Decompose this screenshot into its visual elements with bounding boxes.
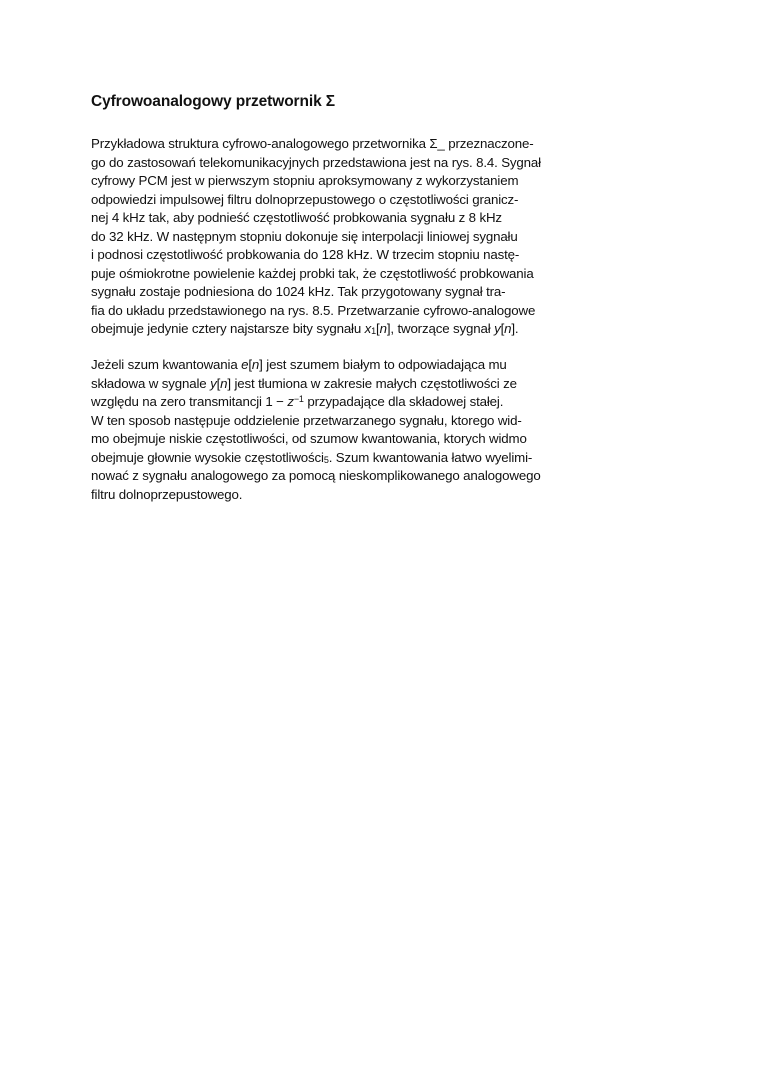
math-var-n: n (379, 321, 387, 336)
text-line (91, 449, 591, 468)
text-fragment: ] jest szumem białym to odpowiadająca mu (259, 357, 507, 372)
text-line: filtru dolnoprzepustowego. (91, 486, 243, 502)
text-fragment: obejmuje głownie wysokie częstotliwości (91, 449, 324, 465)
bracket: [ (376, 321, 380, 336)
text-line (91, 375, 591, 394)
text-line: cyfrowy PCM jest w pierwszym stopniu aproksymowany z wykorzystaniem (91, 173, 519, 188)
text-line: sygnału zostaje podniesiona do 1024 kHz. Tak przygotowany sygnał tra- (91, 284, 506, 299)
text-line: nej 4 kHz tak, aby podnieść częstotliwość probkowania sygnału z 8 kHz (91, 210, 502, 225)
bracket: [ (500, 321, 505, 336)
text-line: i podnosi częstotliwość probkowania do 128 kHz. W trzecim stopniu nastę- (91, 247, 520, 262)
text-fragment: względu na zero transmitancji 1 − (91, 394, 288, 409)
math-var-y: y (494, 321, 501, 336)
math-superscript: −1 (293, 394, 304, 404)
math-var-e: e (241, 357, 249, 372)
math-var-z: z (287, 394, 294, 409)
bracket: [ (216, 375, 221, 391)
text-line-last (91, 320, 591, 339)
paragraph-2 (91, 356, 591, 504)
text-line: fia do układu przedstawionego na rys. 8.5. Przetwarzanie cyfrowo-analogowe (91, 302, 536, 318)
math-var-n: n (220, 375, 228, 391)
text-fragment: obejmuje jedynie cztery najstarsze bity sygnału (91, 321, 365, 336)
text-line: nować z sygnału analogowego za pomocą nieskomplikowanego analogowego (91, 468, 541, 483)
text-line: Przykładowa struktura cyfrowo-analogowego przetwornika Σ_ przeznaczone- (91, 136, 534, 151)
math-var-n: n (504, 321, 512, 336)
math-var-x: x (364, 321, 372, 336)
text-fragment: Jeżeli szum kwantowania (91, 357, 242, 372)
math-var-y: y (210, 375, 217, 391)
text-line: puje ośmiokrotne powielenie każdej probki tak, że częstotliwość probkowania (91, 265, 534, 281)
text-line: mo obejmuje niskie częstotliwości, od szumow kwantowania, ktorych widmo (91, 431, 527, 446)
text-line (91, 393, 591, 412)
text-fragment: przypadające dla składowej stałej. (303, 394, 504, 409)
math-var-n: n (251, 357, 260, 372)
text-fragment: ]. (511, 321, 519, 336)
text-line: go do zastosowań telekomunikacyjnych przedstawiona jest na rys. 8.4. Sygnał (91, 154, 541, 170)
page-title: Cyfrowoanalogowy przetwornik Σ (91, 93, 335, 110)
text-fragment: ], tworzące sygnał (386, 321, 495, 336)
text-line (91, 356, 591, 375)
footnote-marker: 5 (323, 454, 329, 465)
math-subscript: 1 (371, 326, 377, 336)
text-line: odpowiedzi impulsowej filtru dolnoprzepustowego o częstotliwości granicz- (91, 191, 519, 207)
text-line: W ten sposob następuje oddzielenie przetwarzanego sygnału, ktorego wid- (91, 412, 522, 428)
text-fragment: . Szum kwantowania łatwo wyelimi- (328, 449, 533, 465)
text-line: do 32 kHz. W następnym stopniu dokonuje się interpolacji liniowej sygnału (91, 228, 518, 244)
bracket: [ (248, 357, 252, 372)
text-fragment: składowa w sygnale (91, 375, 211, 391)
paragraph-1 (91, 135, 591, 339)
text-fragment: ] jest tłumiona w zakresie małych częstotliwości ze (227, 375, 517, 391)
